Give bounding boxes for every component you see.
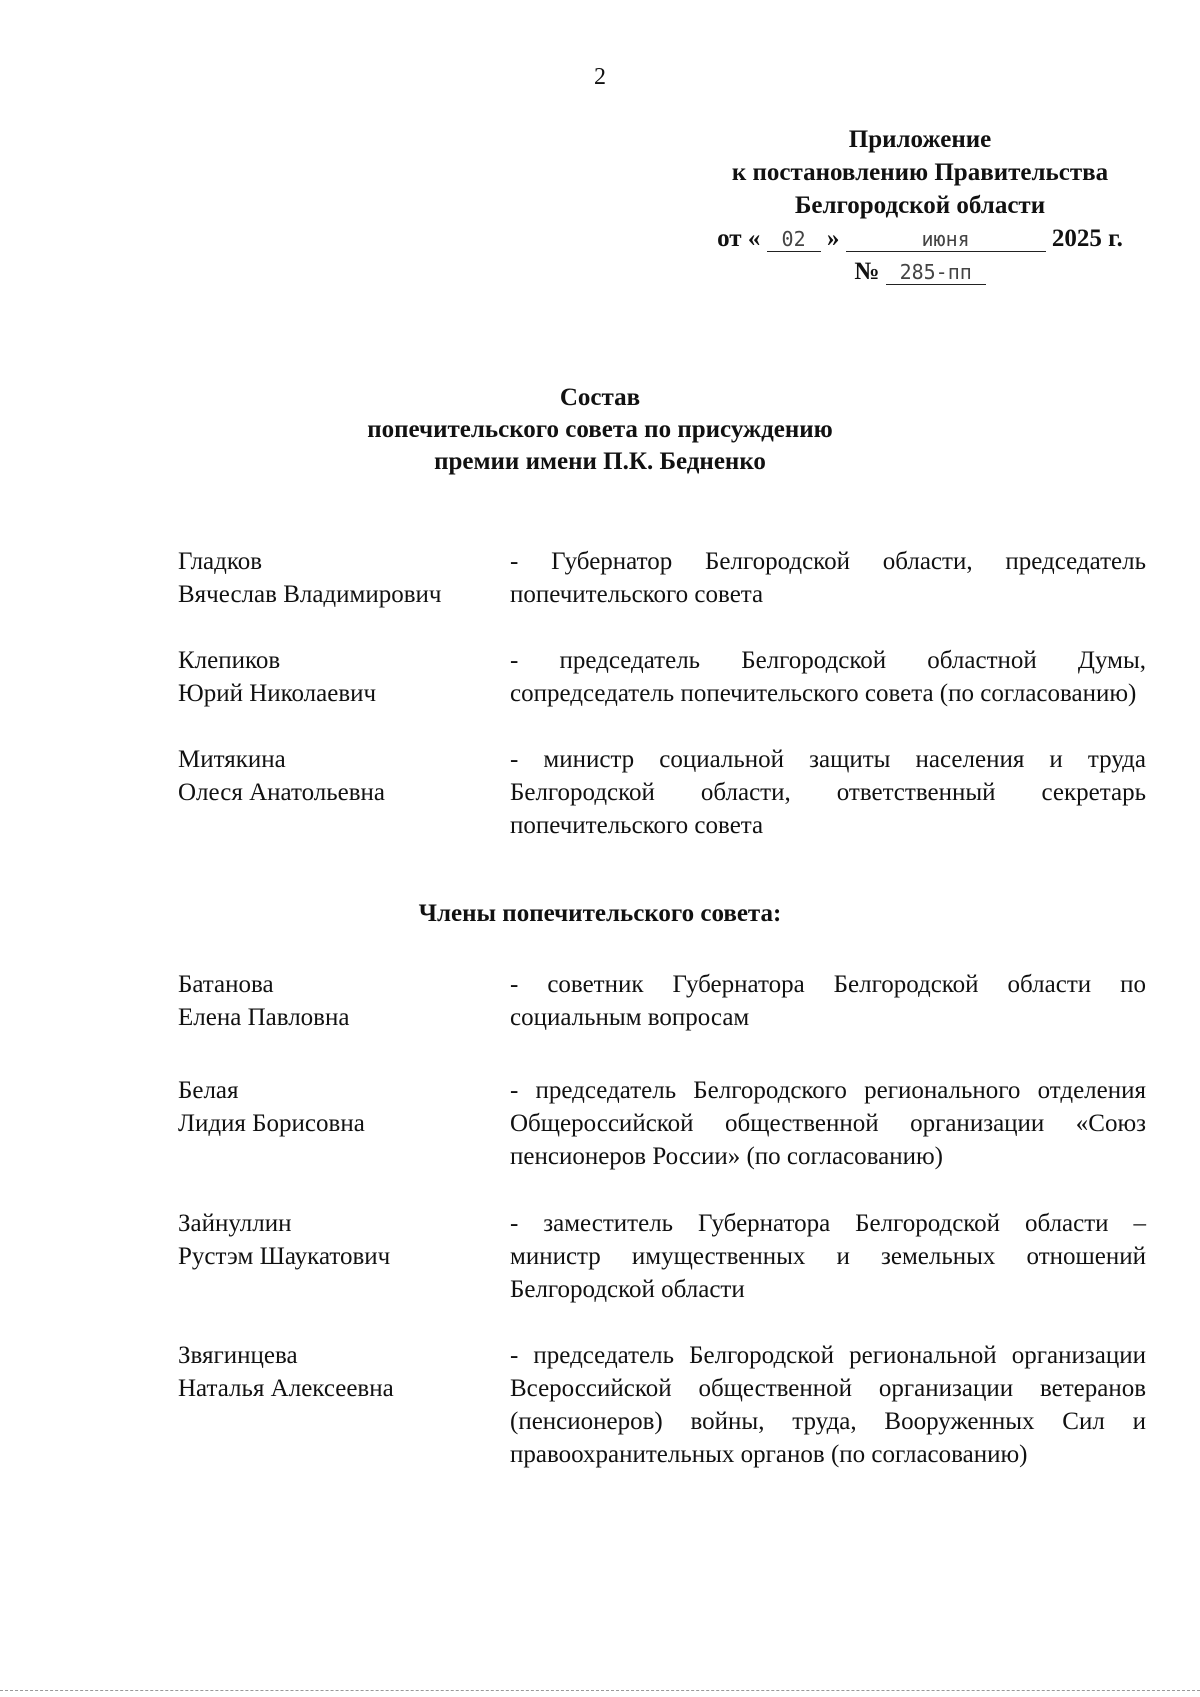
members-heading: Члены попечительского совета: [418,900,782,927]
date-month: июня [846,227,1046,252]
member-role: - Губернатор Белгородской области, председатель попечительского совета [510,548,1146,608]
list-item [178,545,1146,611]
date-mid: » [826,225,840,252]
list-item [178,1074,1146,1173]
title-line-2: попечительского совета по присуждению [367,416,833,443]
member-role: - министр социальной защиты населения и труда Белгородской области, ответственный секретарь попечительского совета [510,746,1146,839]
members-list [178,968,1146,1471]
title-line-3: премии имени П.К. Бедненко [434,448,766,475]
member-role: - председатель Белгородской областной Думы, сопредседатель попечительского совета (по согласованию) [510,647,1146,707]
appendix-region: Белгородской области [794,192,1046,219]
list-item [178,644,1146,710]
page-edge-divider [0,1690,1200,1691]
list-item [178,968,1146,1034]
list-item [178,743,1146,842]
date-prefix: от « [717,225,761,252]
page-number: 2 [594,64,606,90]
appendix-date [680,222,1160,255]
member-role: - заместитель Губернатора Белгородской области – министр имущественных и земельных отношений Белгородской области [510,1210,1146,1303]
document-title [0,382,1200,478]
member-role: - советник Губернатора Белгородской области по социальным вопросам [510,971,1146,1031]
list-item [178,1339,1146,1471]
member-name: Гладков Вячеслав Владимирович [178,548,442,608]
date-day: 02 [767,227,821,252]
member-name: Белая Лидия Борисовна [178,1077,365,1137]
number-prefix: № [854,258,880,285]
appendix-header [680,123,1160,288]
appendix-title: Приложение [848,126,992,153]
member-name: Батанова Елена Павловна [178,971,350,1031]
number-value: 285-пп [886,260,986,285]
leadership-list [178,545,1146,842]
list-item [178,1207,1146,1306]
member-name: Звягинцева Наталья Алексеевна [178,1342,394,1402]
appendix-ref: к постановлению Правительства [731,159,1109,186]
title-line-1: Состав [559,384,641,411]
member-name: Зайнуллин Рустэм Шаукатович [178,1210,391,1270]
date-year: 2025 г. [1051,225,1123,252]
member-role: - председатель Белгородской региональной организации Всероссийской общественной организации ветеранов (пенсионеров) войны, труда, Вооруженных Сил и правоохранительных органов (по согласованию) [510,1342,1146,1468]
member-role: - председатель Белгородского регионального отделения Общероссийской общественной организации «Союз пенсионеров России» (по согласованию) [510,1077,1146,1170]
member-name: Митякина Олеся Анатольевна [178,746,385,806]
appendix-number [680,255,1160,288]
member-name: Клепиков Юрий Николаевич [178,647,377,707]
